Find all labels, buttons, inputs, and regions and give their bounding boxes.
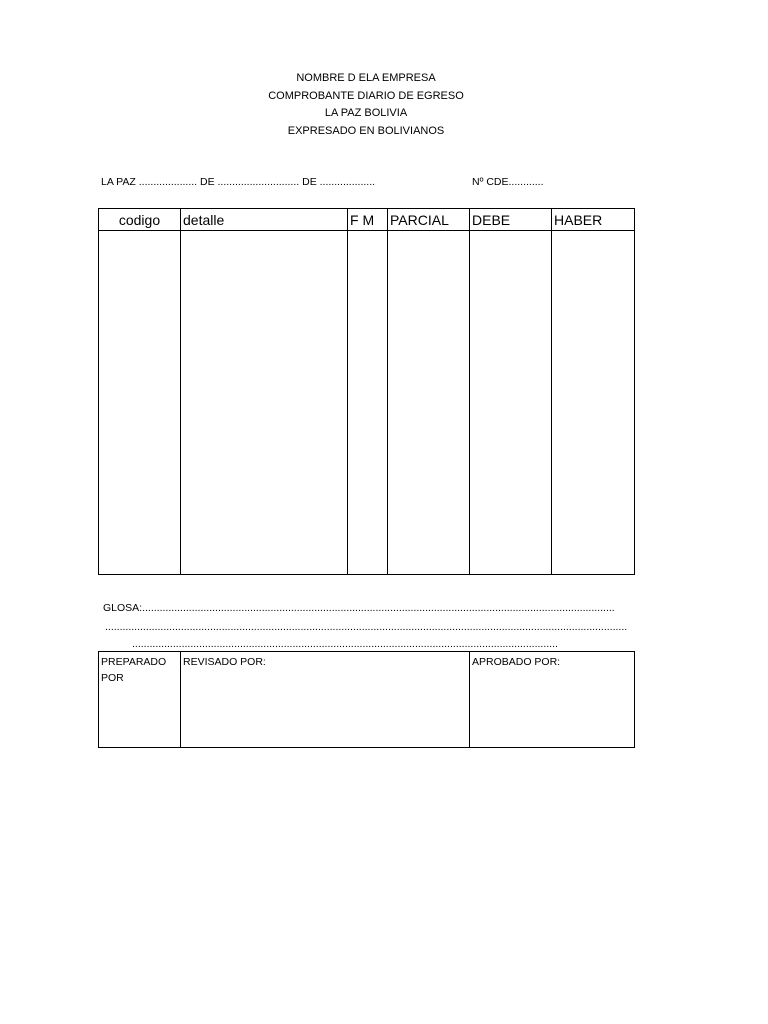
debe-cell (470, 231, 552, 575)
column-header-fm: F M (348, 209, 388, 231)
fm-cell (348, 231, 388, 575)
glosa-line-3: .................................................................................................................................................. (132, 638, 558, 650)
document-title: COMPROBANTE DIARIO DE EGRESO (268, 89, 464, 102)
place-date-field: LA PAZ .................... DE ............................ DE ................... (101, 176, 376, 188)
haber-cell (552, 231, 635, 575)
parcial-cell (388, 231, 470, 575)
column-header-parcial: PARCIAL (388, 209, 470, 231)
column-header-codigo: codigo (99, 209, 181, 231)
currency-note: EXPRESADO EN BOLIVIANOS (287, 124, 445, 137)
voucher-number-field: Nº CDE............ (472, 176, 544, 188)
column-header-detalle: detalle (181, 209, 348, 231)
entries-table (98, 208, 635, 575)
glosa-field: GLOSA:.................................................................................................................................................................. (103, 602, 615, 614)
location: LA PAZ BOLIVIA (324, 107, 408, 119)
reviewed-by-cell: REVISADO POR: (181, 652, 470, 748)
detalle-cell (181, 231, 348, 575)
table-header-row (99, 209, 635, 231)
signatures-table (98, 651, 635, 748)
approved-by-cell: APROBADO POR: (470, 652, 635, 748)
document-header (0, 70, 732, 140)
table-body-row (99, 231, 635, 575)
column-header-haber: HABER (552, 209, 635, 231)
glosa-line-2: ................................................................................................................................................................................... (105, 621, 628, 633)
company-name: NOMBRE D ELA EMPRESA (296, 72, 436, 84)
codigo-cell (99, 231, 181, 575)
column-header-debe: DEBE (470, 209, 552, 231)
prepared-by-cell: PREPARADO POR (99, 652, 181, 748)
